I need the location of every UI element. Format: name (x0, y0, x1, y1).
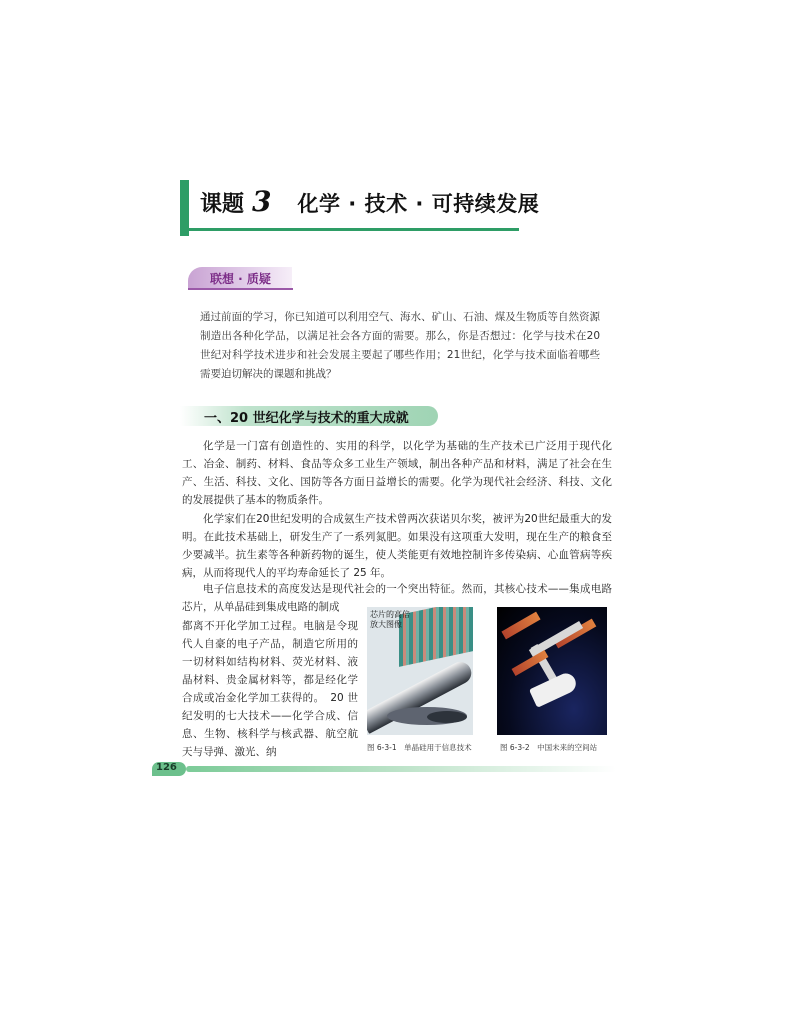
chip-closeup-image (399, 607, 473, 667)
title-underline (189, 228, 519, 231)
body-paragraph-2: 化学家们在20世纪发明的合成氨生产技术曾两次获诺贝尔奖，被评为20世纪最重大的发明。在此技术基础上，研发生产了一系列氮肥。如果没有这项重大发明，现在生产的粮食至少要减半。抗生素等各种新药物的诞生，使人类能更有效地控制许多传染病、心血管病等疾病，从而将现代人的平均寿命延长了 25 年。 (182, 513, 612, 579)
page-number: 126 (156, 762, 177, 773)
wafer-image (427, 711, 467, 723)
figure-1-caption: 图 6-3-1 单晶硅用于信息技术 (367, 743, 472, 752)
association-tag (188, 267, 292, 288)
tag-underline (188, 288, 293, 290)
intro-paragraph: 通过前面的学习，你已知道可以利用空气、海水、矿山、石油、煤及生物质等自然资源制造出各种化学品，以满足社会各方面的需要。那么，你是否想过：化学与技术在20世纪对科学技术进步和社会发展主要起了哪些作用；21世纪，化学与技术面临着哪些需要迫切解决的课题和挑战？ (200, 311, 600, 380)
body-paragraph-3: 电子信息技术的高度发达是现代社会的一个突出特征。然而，其核心技术——集成电路芯片，从单晶硅到集成电路的制成 (182, 583, 612, 613)
solar-panel (501, 612, 540, 640)
lesson-label: 课题 (200, 192, 245, 217)
chip-inset-label: 芯片的高倍放大图像 (370, 610, 410, 629)
tag-label: 联想 · 质疑 (210, 272, 271, 286)
section-heading: 一、20 世纪化学与技术的重大成就 (204, 411, 409, 426)
title-accent-bar (180, 180, 189, 236)
figure-2-caption: 图 6-3-2 中国未来的空间站 (500, 743, 598, 752)
lesson-title-row (200, 185, 539, 225)
lesson-number: 3 (252, 185, 272, 218)
space-station-photo (497, 607, 607, 735)
silicon-chip-photo (367, 607, 473, 735)
left-column-text: 都离不开化学加工过程。电脑是令现代人自豪的电子产品，制造它所用的一切材料如结构材料、荧光材料、液晶材料、贵金属材料等，都是经化学合成或冶金化学加工获得的。 20 世纪发明的七大技术——化学合成、信息、生物、核科学与核武器、航空航天与导弹、激光、纳 (182, 620, 358, 758)
lesson-title: 化学 · 技术 · 可持续发展 (297, 192, 540, 216)
footer-rule (186, 766, 616, 772)
body-paragraph-1: 化学是一门富有创造性的、实用的科学，以化学为基础的生产技术已广泛用于现代化工、冶金、制药、材料、食品等众多工业生产领域，制出各种产品和材料，满足了社会在生产、生活、科技、文化、国防等各方面日益增长的需要。化学为现代社会经济、科技、文化的发展提供了基本的物质条件。 (182, 440, 612, 506)
